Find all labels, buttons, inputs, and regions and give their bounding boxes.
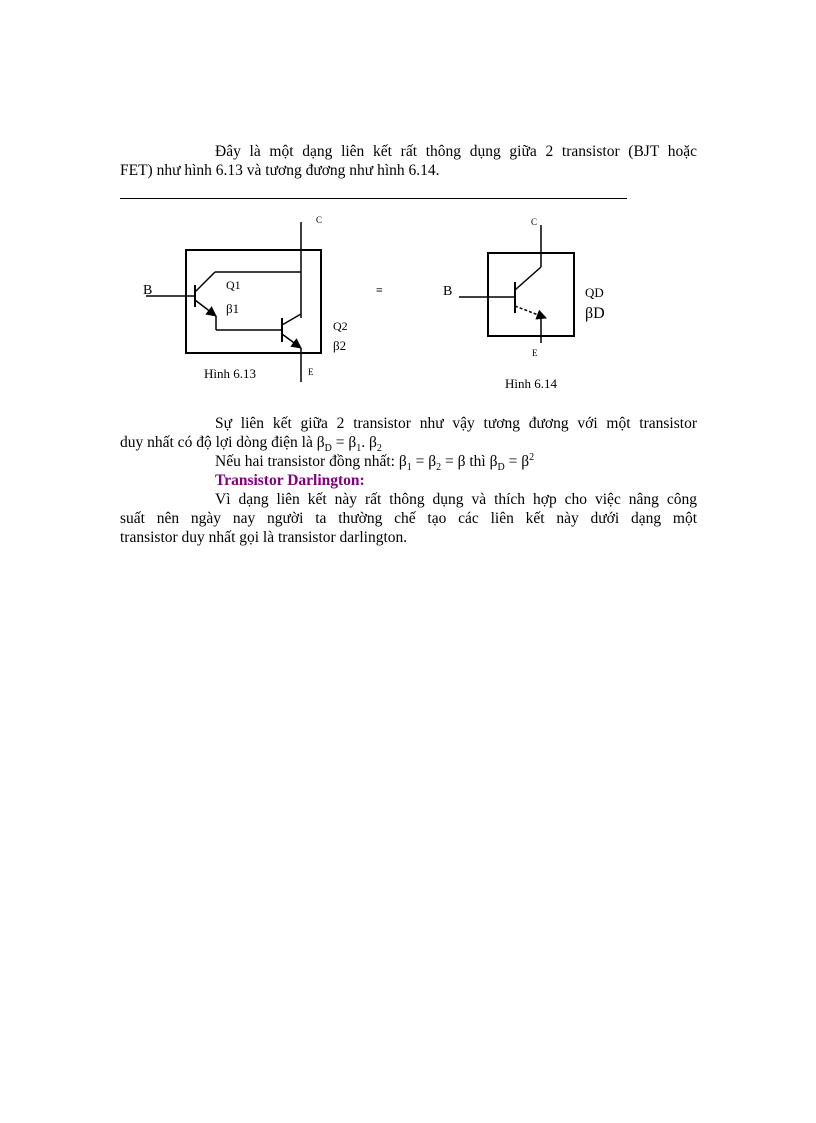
fig613-label-e: E	[308, 367, 314, 377]
fig613-label-beta2: β2	[333, 338, 347, 353]
q2-emitter-arrow	[282, 334, 301, 348]
qd-emitter-arrow	[515, 306, 546, 318]
intro-line-2: FET) như hình 6.13 và tương đương như hình 6.14.	[120, 162, 440, 179]
section-heading: Transistor Darlington:	[215, 472, 365, 489]
sub-2: 2	[376, 443, 382, 455]
sub-d: D	[324, 443, 332, 455]
p1-line-2-text: duy nhất có độ lợi dòng điện là β	[120, 434, 325, 451]
p2-line	[120, 451, 697, 474]
p2-eq-2: = β thì β	[441, 453, 498, 470]
p3-line-1: Vì dạng liên kết này rất thông dụng và thích hợp cho việc nâng công	[215, 491, 697, 508]
figure-6-13-caption: Hình 6.13	[204, 366, 256, 381]
darlington-figures	[0, 0, 816, 400]
p2-sub-d: D	[497, 462, 505, 474]
fig614-label-betad: βD	[585, 305, 605, 322]
fig614-label-qd: QD	[585, 285, 604, 300]
p2-eq-1: = β	[411, 453, 437, 470]
body-text	[120, 414, 697, 547]
p1-line-2	[120, 433, 697, 455]
equivalence-sign: ≡	[376, 283, 383, 297]
p2-sup-2: 2	[529, 451, 535, 463]
figure-6-14-caption: Hình 6.14	[505, 376, 557, 391]
fig614-label-c: C	[531, 217, 538, 227]
p2-eq-3: = β	[504, 453, 530, 470]
figure-6-13	[143, 215, 348, 382]
fig613-label-beta1: β1	[226, 301, 240, 316]
sub-1: 1	[356, 443, 362, 455]
figure-6-14	[443, 217, 605, 391]
fig613-label-c: C	[316, 215, 323, 225]
fig613-label-b: B	[143, 283, 153, 298]
p1-line-2-dot: . β	[361, 434, 377, 451]
p2-sub-2: 2	[436, 462, 442, 474]
p2-sub-1: 1	[406, 462, 412, 474]
p3-line-3: transistor duy nhất gọi là transistor darlington.	[120, 529, 408, 546]
p1-line-2-eq: = β	[331, 434, 357, 451]
p1-line-1: Sự liên kết giữa 2 transistor như vậy tương đương với một transistor	[215, 415, 697, 432]
p2-text: Nếu hai transistor đồng nhất: β	[215, 453, 407, 470]
p3-line-2: suất nên ngày nay người ta thường chế tạo các liên kết này dưới dạng một	[120, 510, 697, 527]
fig614-label-b: B	[443, 284, 453, 299]
q1-emitter-arrow	[195, 300, 216, 316]
fig613-label-q2: Q2	[333, 319, 348, 333]
figure-6-14-box	[488, 253, 574, 336]
intro-line-1: Đây là một dạng liên kết rất thông dụng giữa 2 transistor (BJT hoặc	[215, 143, 697, 160]
fig613-label-q1: Q1	[226, 278, 241, 292]
fig614-label-e: E	[532, 348, 538, 358]
